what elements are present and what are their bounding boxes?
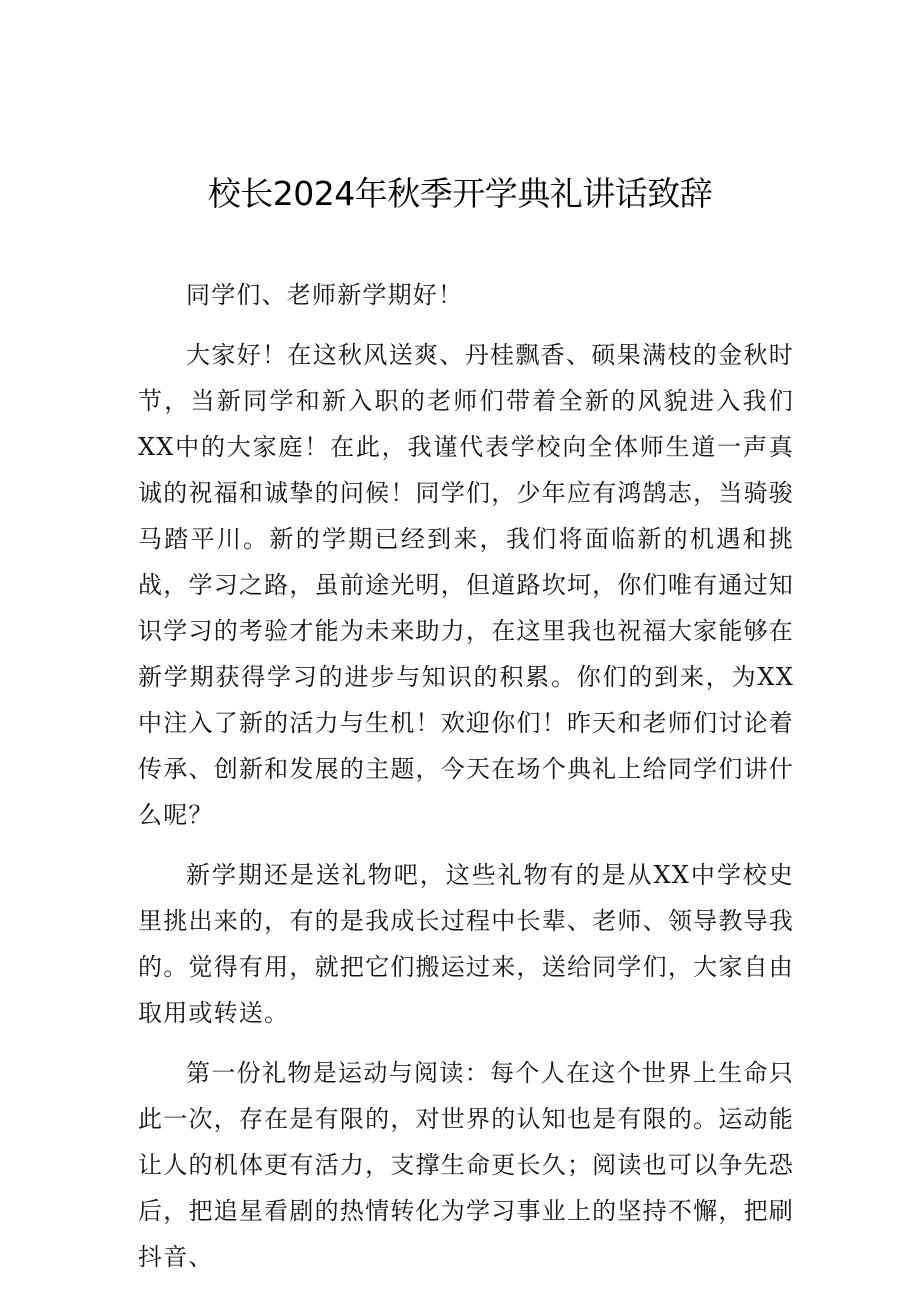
body-paragraph: 新学期还是送礼物吧，这些礼物有的是从XX中学校史里挑出来的，有的是我成长过程中长辈、老师、领导教导我的。觉得有用，就把它们搬运过来，送给同学们，大家自由取用或转送。	[138, 861, 794, 1027]
body-paragraph: 大家好！在这秋风送爽、丹桂飘香、硕果满枝的金秋时节，当新同学和新入职的老师们带着全新的风貌进入我们XX中的大家庭！在此，我谨代表学校向全体师生道一声真诚的祝福和诚挚的问候！同学们，少年应有鸿鹄志，当骑骏马踏平川。新的学期已经到来，我们将面临新的机遇和挑战，学习之路，虽前途光明，但道路坎坷，你们唯有通过知识学习的考验才能为未来助力，在这里我也祝福大家能够在新学期获得学习的进步与知识的积累。你们的到来，为XX中注入了新的活力与生机！欢迎你们！昨天和老师们讨论着传承、创新和发展的主题，今天在场个典礼上给同学们讲什么呢？	[138, 341, 794, 829]
greeting-paragraph: 同学们、老师新学期好！	[186, 281, 464, 309]
document-title: 校长2024年秋季开学典礼讲话致辞	[207, 174, 713, 213]
body-paragraph: 第一份礼物是运动与阅读：每个人在这个世界上生命只此一次，存在是有限的，对世界的认知也是有限的。运动能让人的机体更有活力，支撑生命更长久；阅读也可以争先恐后，把追星看剧的热情转化为学习事业上的坚持不懈，把刷抖音、	[138, 1059, 794, 1271]
document-body	[138, 272, 794, 1294]
